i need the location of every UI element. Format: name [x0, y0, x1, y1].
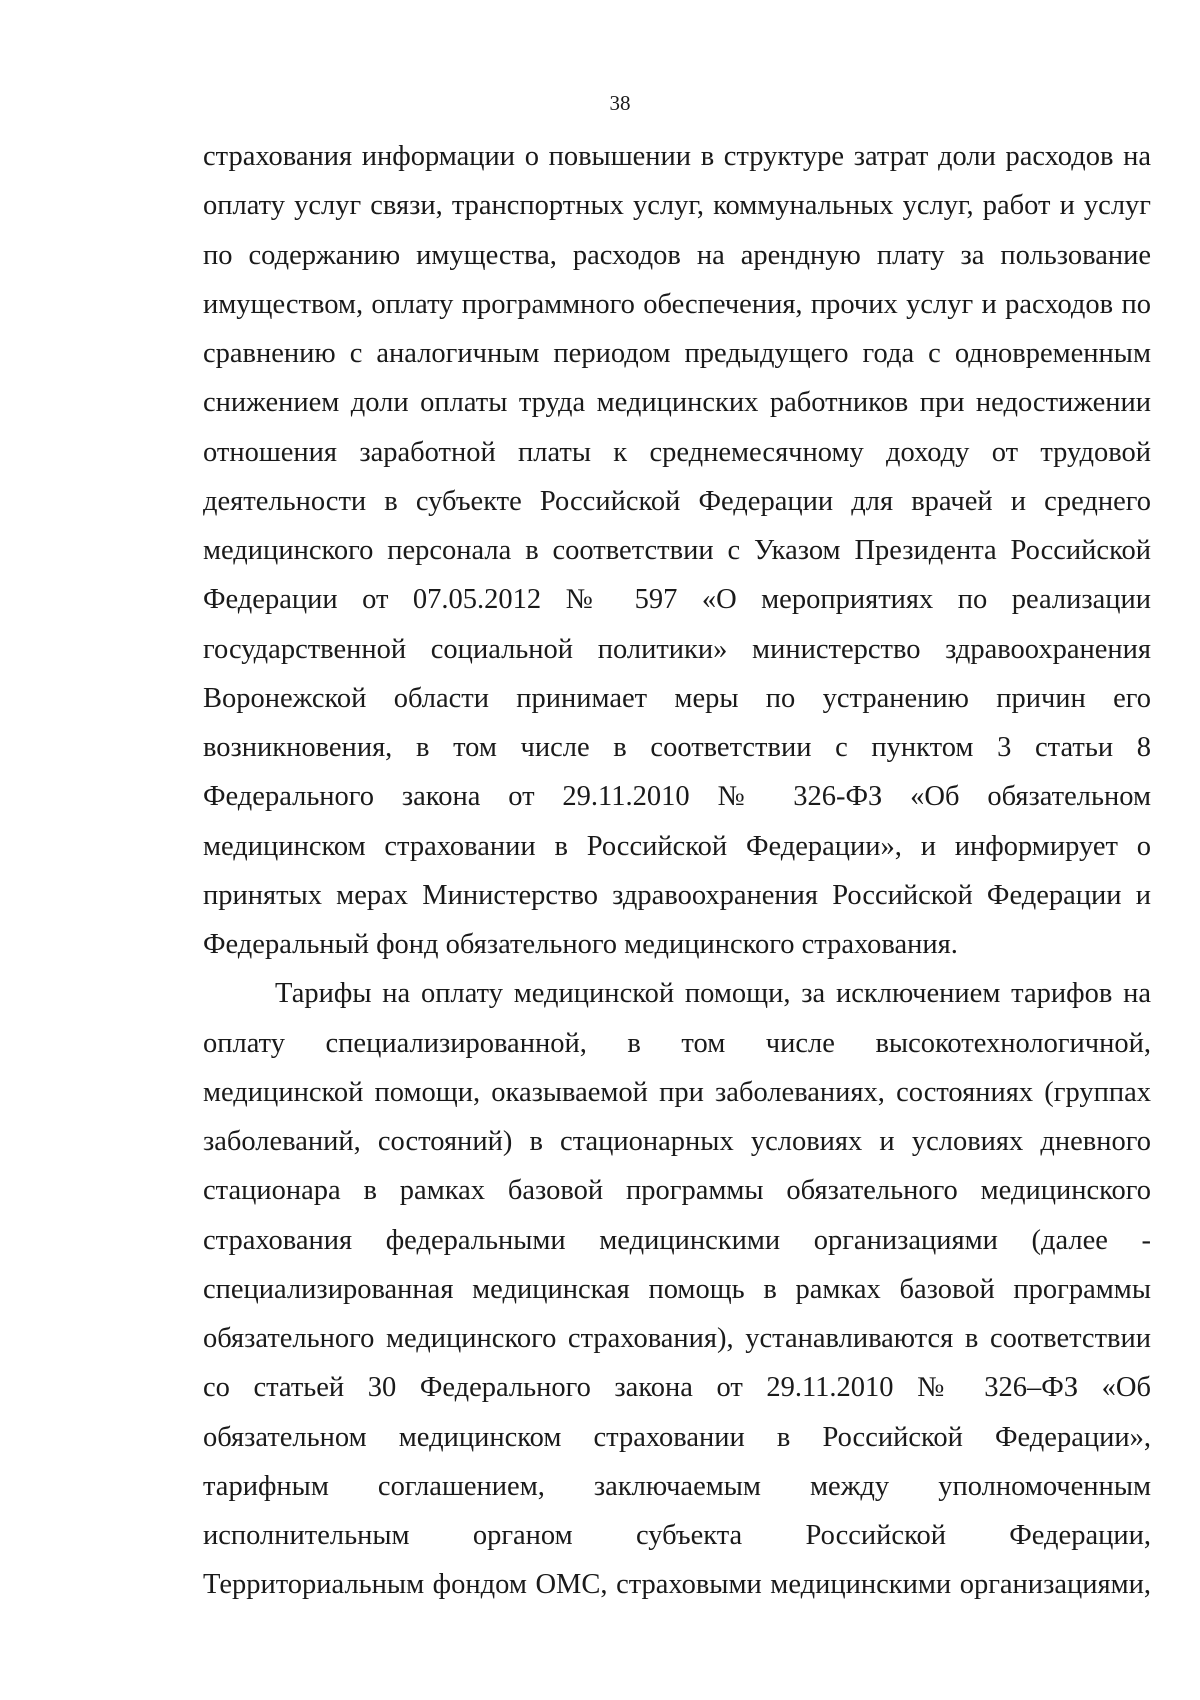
text-line: заболеваний, состояний) в стационарных условиях и условиях дневного: [203, 1126, 1151, 1157]
text-line: страхования информации о повышении в структуре затрат доли расходов на: [203, 141, 1151, 172]
text-line: медицинской помощи, оказываемой при заболеваниях, состояниях (группах: [203, 1076, 1151, 1108]
text-line: тарифным соглашением, заключаемым между уполномоченным: [203, 1470, 1151, 1502]
text-line: обязательного медицинского страхования), устанавливаются в соответствии: [203, 1323, 1151, 1354]
text-line: имуществом, оплату программного обеспечения, прочих услуг и расходов по: [203, 288, 1151, 320]
text-line: отношения заработной платы к среднемесячному доходу от трудовой: [203, 436, 1151, 468]
text-line: страхования федеральными медицинскими организациями (далее -: [203, 1224, 1151, 1256]
text-line: Федерального закона от 29.11.2010 № 326-ФЗ «Об обязательном: [203, 781, 1151, 813]
text-line: медицинского персонала в соответствии с Указом Президента Российской: [203, 535, 1151, 566]
text-line: оплату услуг связи, транспортных услуг, коммунальных услуг, работ и услуг: [203, 190, 1151, 222]
text-line: стационара в рамках базовой программы обязательного медицинского: [203, 1175, 1151, 1207]
text-line: со статьей 30 Федерального закона от 29.11.2010 № 326–ФЗ «Об: [203, 1372, 1151, 1404]
text-line: медицинском страховании в Российской Федерации», и информирует о: [203, 830, 1151, 862]
text-line: сравнению с аналогичным периодом предыдущего года с одновременным: [203, 338, 1151, 369]
text-line: Воронежской области принимает меры по устранению причин его: [203, 682, 1151, 714]
text-line: специализированная медицинская помощь в рамках базовой программы: [203, 1273, 1151, 1305]
text-line: Федерации от 07.05.2012 № 597 «О мероприятиях по реализации: [203, 584, 1151, 616]
text-line: Федеральный фонд обязательного медицинского страхования.: [203, 929, 958, 960]
text-line: государственной социальной политики» министерство здравоохранения: [203, 633, 1151, 665]
text-line: возникновения, в том числе в соответствии с пунктом 3 статьи 8: [203, 732, 1151, 763]
document-body-text: [203, 132, 1151, 1610]
text-line: Тарифы на оплату медицинской помощи, за исключением тарифов на: [275, 978, 1151, 1010]
text-line: обязательном медицинском страховании в Российской Федерации»,: [203, 1421, 1151, 1453]
page-number: 38: [609, 91, 631, 115]
text-line: деятельности в субъекте Российской Федерации для врачей и среднего: [203, 485, 1151, 517]
text-line: принятых мерах Министерство здравоохранения Российской Федерации и: [203, 879, 1151, 911]
text-line: по содержанию имущества, расходов на арендную плату за пользование: [203, 239, 1151, 271]
text-line: Территориальным фондом ОМС, страховыми медицинскими организациями,: [203, 1569, 1151, 1601]
text-line: исполнительным органом субъекта Российской Федерации,: [203, 1520, 1151, 1551]
text-line: снижением доли оплаты труда медицинских работников при недостижении: [203, 387, 1151, 419]
text-line: оплату специализированной, в том числе высокотехнологичной,: [203, 1027, 1151, 1059]
